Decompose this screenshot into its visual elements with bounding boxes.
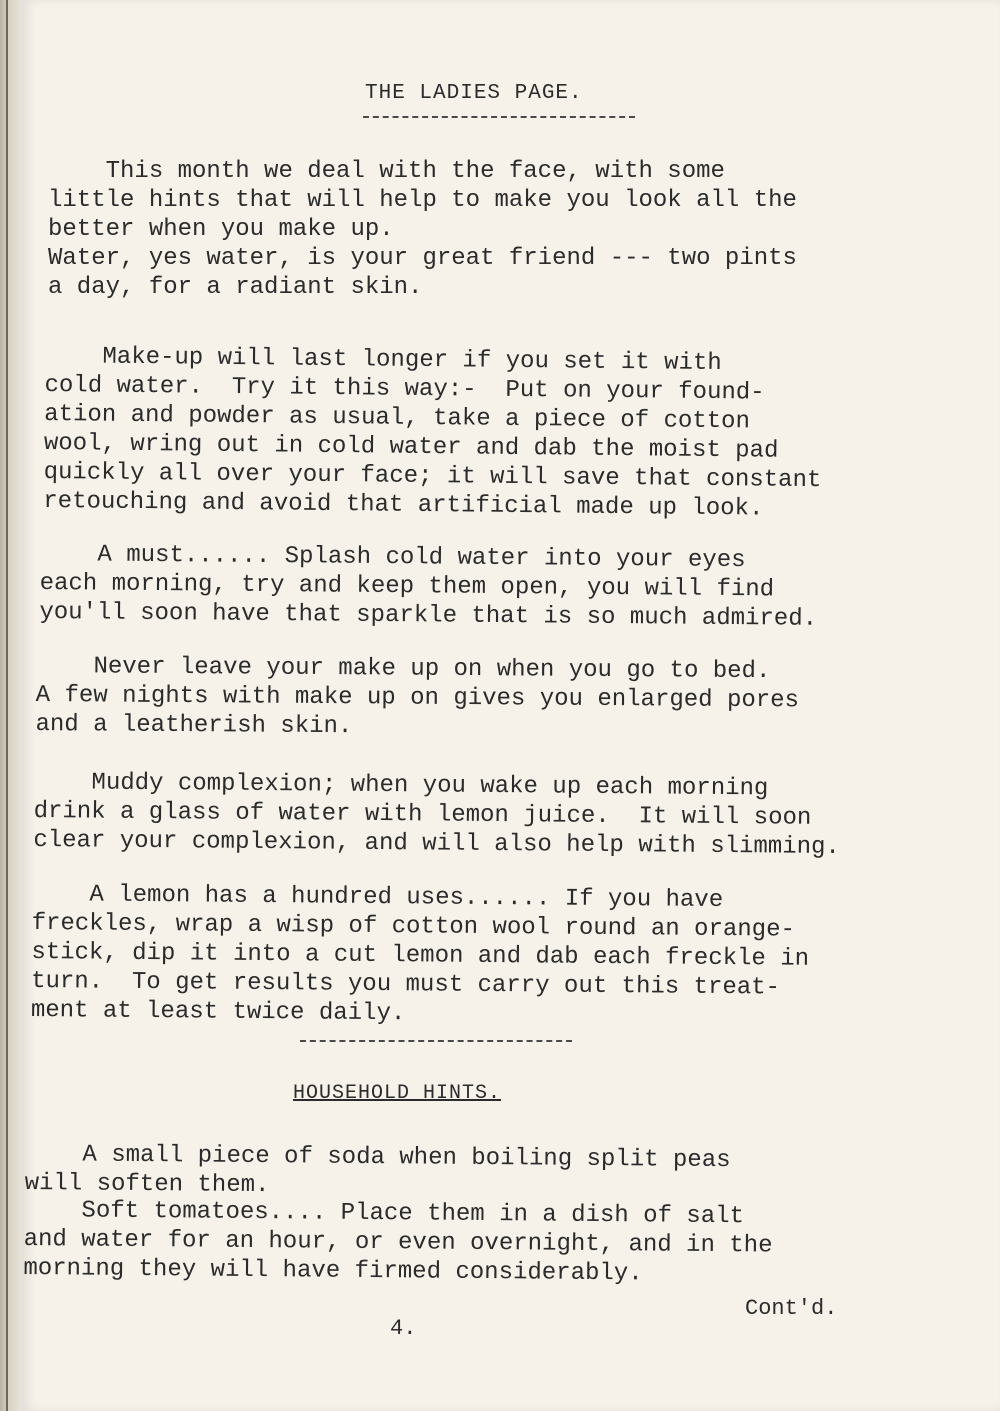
paragraph-make-up: Make-up will last longer if you set it with cold water. Try it this way:- Put on your found- ation and powder as usual, take a piece of cotton wool, wring out in cold water and dab the moist pad quickly all over your face; it will save that constant retouching and avoid that artificial made up look.: [43, 342, 822, 523]
section-title-household-hints: HOUSEHOLD HINTS.: [293, 1082, 502, 1105]
paragraph-bedtime: Never leave your make up on when you go to bed. A few nights with make up on gives you enlarged pores and a leatherish skin.: [35, 653, 800, 741]
binding-line: [6, 0, 8, 1411]
continued-note: Cont'd.: [745, 1296, 838, 1321]
hint-soda: A small piece of soda when boiling split peas will soften them.: [24, 1141, 731, 1200]
section-divider: [300, 1040, 572, 1042]
paragraph-complexion: Muddy complexion; when you wake up each morning drink a glass of water with lemon juice. It will soon clear your complexion, and will also help with slimming.: [33, 768, 840, 862]
title-underline: [363, 116, 635, 118]
binding-edge: [0, 0, 22, 1411]
page-number: 4.: [390, 1316, 417, 1341]
paragraph-face-intro: This month we deal with the face, with some little hints that will help to make you look all the better when you make up. Water, yes water, is your great friend --- two pints a day, for a radiant skin.: [48, 158, 797, 301]
paragraph-lemon: A lemon has a hundred uses...... If you have freckles, wrap a wisp of cotton wool round an orange- stick, dip it into a cut lemon and dab each freckle in turn. To get results you must carry out this treat- ment at least twice daily.: [30, 880, 810, 1028]
hint-tomatoes: Soft tomatoes.... Place them in a dish of salt and water for an hour, or even overnight, and in the morning they will have firmed considerably.: [23, 1197, 773, 1288]
paragraph-eyes: A must...... Splash cold water into your eyes each morning, try and keep them open, you will find you'll soon have that sparkle that is so much admired.: [39, 540, 818, 633]
page-title: THE LADIES PAGE.: [365, 82, 583, 105]
